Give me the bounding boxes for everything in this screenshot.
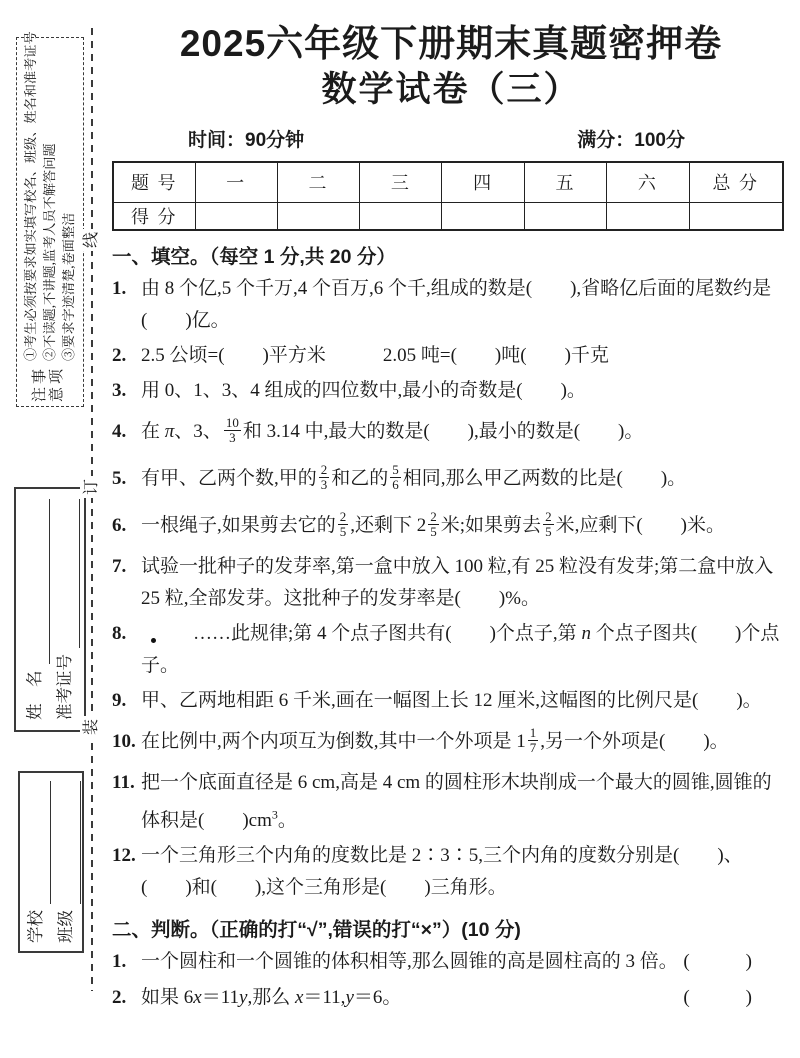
question <box>112 981 790 1015</box>
score-table-cell: 六 <box>607 162 689 202</box>
question-text: 有甲、乙两个数,甲的 $\frac{2}{3}$ 和乙的 $\frac{5}{6}$ 相同,那么甲乙两数的比是( )。 <box>141 462 687 493</box>
question-text: 由 8 个亿,5 个千万,4 个百万,6 个千,组成的数是( ),省略亿后面的尾数约是( )亿。 <box>141 278 772 331</box>
question-number: 8. <box>112 623 127 644</box>
notice-box <box>16 31 84 407</box>
math-variable: y <box>239 987 248 1009</box>
binding-dashed-line <box>83 28 100 991</box>
score-table-cell: 二 <box>277 162 359 202</box>
fraction: $\frac{2}{3}$ <box>320 462 328 493</box>
question <box>112 375 790 407</box>
exam-no-blank-line <box>62 499 80 648</box>
main-content <box>112 0 790 1015</box>
question <box>112 618 790 682</box>
notice-item: ③要求字迹清楚,卷面整洁 <box>60 212 76 361</box>
class-label: 班级 <box>56 910 75 943</box>
math-variable: x <box>294 987 304 1009</box>
question-number: 7. <box>112 556 127 577</box>
math-variable: y <box>345 987 354 1009</box>
binding-char: 线 <box>80 229 104 251</box>
judge-question-list <box>112 945 790 1015</box>
section-judge-heading: 二、判断。（正确的打“√”,错误的打“×”）(10 分) <box>112 919 521 942</box>
name-blank-line <box>32 499 50 665</box>
question <box>112 840 790 904</box>
question-text: 在 π、3、 $\frac{10}{3}$ 和 3.14 中,最大的数是( ),最小的数是( )。 <box>141 415 644 446</box>
school-label: 学校 <box>26 910 45 943</box>
section-fill-in-heading: 一、填空。（每空 1 分,共 20 分） <box>112 246 396 268</box>
question-text: 把一个底面直径是 6 cm,高是 4 cm 的圆柱形木块削成一个最大的圆锥,圆锥的体积是( )$cm^3$。 <box>141 772 772 832</box>
question <box>112 945 790 979</box>
question-number: 4. <box>112 421 127 442</box>
school-blank-line <box>33 781 51 904</box>
question <box>112 340 790 372</box>
question <box>112 685 790 717</box>
full-score-label: 满分：100分 <box>577 130 685 151</box>
question <box>112 273 790 337</box>
superscript: 3 <box>271 808 278 822</box>
score-table-cell: 得 分 <box>113 202 195 230</box>
question-number: 3. <box>112 380 127 401</box>
question-text: 一个圆柱和一个圆锥的体积相等,那么圆锥的高是圆柱高的 3 倍。 <box>141 951 678 973</box>
fraction: $\frac{5}{6}$ <box>392 462 399 493</box>
question-text: 甲、乙两地相距 6 千米,画在一幅图上长 12 厘米,这幅图的比例尺是( )。 <box>141 690 762 711</box>
score-table-cell: 三 <box>360 162 442 202</box>
score-table-cell: 题 号 <box>113 162 195 202</box>
answer-paren: ( ) <box>683 987 758 1009</box>
question-number: 9. <box>112 690 127 711</box>
score-table-cell: 五 <box>524 162 606 202</box>
question-number: 11. <box>112 772 135 793</box>
notice-item: ①考生必须按要求如实填写校名、班级、姓名和准考证号 <box>22 31 38 361</box>
binding-char: 装 <box>80 716 104 738</box>
page-title-line2: 数学试卷（三） <box>321 70 581 109</box>
time-label: 时间：90分钟 <box>188 130 305 151</box>
page-title-line1: 2025六年级下册期末真题密押卷 <box>179 23 723 64</box>
score-table-empty-cell <box>442 202 524 230</box>
name-label: 姓 名 <box>25 670 44 720</box>
exam-no-label: 准考证号 <box>55 654 74 720</box>
score-table-empty-cell <box>524 202 606 230</box>
question <box>112 551 790 615</box>
question <box>112 504 790 548</box>
question-number: 2. <box>112 345 127 366</box>
dot-pattern-figure <box>148 637 158 645</box>
math-variable: x <box>193 987 202 1009</box>
school-class-box <box>18 771 84 953</box>
fraction: $\frac{2}{5}$ <box>545 509 552 540</box>
meta-row <box>112 125 790 152</box>
question-text: 2.5 公顷=( )平方米 2.05 吨=( )吨( )千克 <box>141 345 609 366</box>
fill-in-question-list <box>112 273 790 904</box>
score-table-cell: 总 分 <box>689 162 783 202</box>
fraction: $\frac{2}{5}$ <box>339 509 347 540</box>
dot <box>151 638 156 643</box>
fraction: $\frac{1}{7}$ <box>529 725 537 756</box>
question-text: 如果 6x＝11y,那么 x＝11,y＝6。 <box>141 987 402 1009</box>
score-table-cell: 四 <box>442 162 524 202</box>
score-table-empty-cell <box>195 202 277 230</box>
question-text: 试验一批种子的发芽率,第一盒中放入 100 粒,有 25 粒没有发芽;第二盒中放入 25 粒,全部发芽。这批种子的发芽率是( )%。 <box>141 556 774 609</box>
question-text: 一根绳子,如果剪去它的 $\frac{2}{5}$ ,还剩下 2 $\frac{2}{5}$ 米;如果剪去 $\frac{2}{5}$ 米,应剩下( )米。 <box>141 509 725 540</box>
question <box>112 457 790 501</box>
score-table-empty-cell <box>360 202 442 230</box>
math-variable: n <box>581 623 591 644</box>
answer-paren: ( ) <box>683 951 758 973</box>
question <box>112 410 790 454</box>
question-text: 在比例中,两个内项互为倒数,其中一个外项是 1 $\frac{1}{7}$ ,另一个外项是( )。 <box>141 725 729 756</box>
notice-items <box>21 31 78 361</box>
question-number: 12. <box>112 845 136 867</box>
score-table-score-row <box>113 202 783 230</box>
fraction: $\frac{10}{3}$ <box>225 415 239 446</box>
question-number: 1. <box>112 278 127 299</box>
score-table-empty-cell <box>607 202 689 230</box>
name-field <box>20 499 50 720</box>
score-table-empty-cell <box>277 202 359 230</box>
question-text: ……此规律;第 4 个点子图共有( )个点子,第 n 个点子图共( )个点子。 <box>141 623 780 676</box>
question-number: 2. <box>112 987 127 1009</box>
score-table-empty-cell <box>689 202 783 230</box>
student-name-box <box>14 487 86 732</box>
score-table-cell: 一 <box>195 162 277 202</box>
math-variable: π <box>164 421 175 442</box>
fraction: $\frac{2}{5}$ <box>430 509 437 540</box>
binding-char: 订 <box>80 476 104 498</box>
school-field <box>21 781 51 943</box>
class-blank-line <box>63 781 81 904</box>
score-table <box>112 161 784 231</box>
question-number: 10. <box>112 731 136 752</box>
question-text: 一个三角形三个内角的度数比是 2∶3∶5,三个内角的度数分别是( )、( )和( ),这个三角形是( )三角形。 <box>141 845 743 899</box>
question-number: 6. <box>112 515 127 536</box>
question <box>112 720 790 764</box>
notice-title: 注 事 意 项 <box>32 368 65 402</box>
score-table-header-row <box>113 162 783 202</box>
question-number: 1. <box>112 951 127 973</box>
question-number: 5. <box>112 468 127 489</box>
exam-no-field <box>50 499 80 720</box>
question <box>112 767 790 837</box>
notice-item: ②不读题,不讲题,监考人员不解答问题 <box>41 143 57 361</box>
class-field <box>51 781 81 943</box>
question-text: 用 0、1、3、4 组成的四位数中,最小的奇数是( )。 <box>141 380 586 401</box>
